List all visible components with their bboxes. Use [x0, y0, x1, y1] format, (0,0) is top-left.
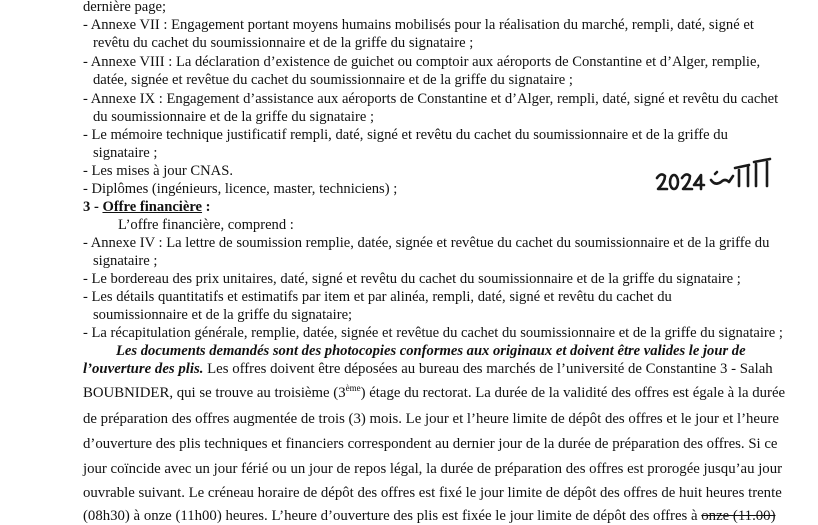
paragraph-line — [83, 360, 773, 378]
annexe-iv-line: - Annexe IV : La lettre de soumission remplie, datée, signée et revêtue du cachet du soumissionnaire et de la griffe du — [83, 234, 769, 252]
memoire-technique-line: - Le mémoire technique justificatif rempli, daté, signé et revêtu du cachet du soumissionnaire et de la griffe du — [83, 126, 728, 144]
recapitulation-line: - La récapitulation générale, remplie, datée, signée et revêtue du cachet du soumissionnaire et de la griffe du signataire ; — [83, 324, 783, 342]
section-heading-offre-financiere — [83, 198, 211, 216]
text-line: dernière page; — [83, 0, 167, 15]
text-line: soumissionnaire et de la griffe du signataire; — [93, 307, 353, 323]
paragraph-text: (08h30) à onze (11h00) heures. L’heure d’ouverture des plis est fixée le jour limite de dépôt des offres à — [83, 508, 702, 524]
text-line: du soumissionnaire et de la griffe du signataire ; — [93, 109, 374, 125]
paragraph-line: jour coïncide avec un jour férié ou un jour de repos légal, la durée de préparation des offres est prorogée jusqu’au jour — [83, 461, 783, 477]
text-line: revêtu du cachet du soumissionnaire et de la griffe du signataire ; — [93, 35, 474, 51]
paragraph-text: Les offres doivent être déposées au bureau des marchés de l’université de Constantine 3 - Salah — [203, 361, 773, 377]
text-line: L’offre financière, comprend : — [118, 217, 294, 233]
annexe-ix-line: - Annexe IX : Engagement d’assistance aux aéroports de Constantine et d’Alger, rempli, daté, signé et revêtu du cachet — [83, 90, 778, 108]
text-line: signataire ; — [93, 145, 158, 161]
text-line: datée, signée et revêtue du cachet du soumissionnaire et de la griffe du signataire ; — [93, 72, 573, 88]
emphasis-line: Les documents demandés sont des photocopies conformes aux originaux et doivent être valides le jour de — [116, 343, 746, 359]
paragraph-text: BOUBNIDER, qui se trouve au troisième (3 — [83, 385, 346, 401]
diplomes-line: - Diplômes (ingénieurs, licence, master, techniciens) ; — [83, 180, 397, 198]
paragraph-line — [83, 507, 776, 525]
paragraph-line: de préparation des offres augmentée de trois (3) mois. Le jour et l’heure limite de dépôt des offres et le jour et l’heure — [83, 411, 779, 427]
text-line: signataire ; — [93, 253, 158, 269]
paragraph-text: ) étage du rectorat. La durée de la validité des offres est égale à la durée — [360, 385, 786, 401]
bordereau-line: - Le bordereau des prix unitaires, daté, signé et revêtu du cachet du soumissionnaire et de la griffe du signataire ; — [83, 270, 741, 288]
annexe-viii-line: - Annexe VIII : La déclaration d’existence de guichet ou comptoir aux aéroports de Constantine et d’Alger, remplie, — [83, 53, 760, 71]
section-number: 3 - — [83, 199, 103, 215]
section-title: Offre financière — [102, 199, 203, 215]
struck-text: onze (11.00) — [701, 508, 776, 524]
handwritten-date-stamp — [655, 156, 777, 194]
cnas-line: - Les mises à jour CNAS. — [83, 162, 233, 180]
paragraph-line: d’ouverture des plis techniques et financiers correspondent au dernier jour de la durée de préparation des offres. Si ce — [83, 436, 778, 452]
annexe-vii-line: - Annexe VII : Engagement portant moyens humains mobilisés pour la réalisation du marché, rempli, daté, signé et — [83, 16, 754, 34]
paragraph-line — [83, 384, 785, 402]
details-line: - Les détails quantitatifs et estimatifs par item et par alinéa, rempli, daté, signé et revêtu du cachet du — [83, 288, 672, 306]
section-colon: : — [202, 199, 211, 215]
paragraph-line: ouvrable suivant. Le créneau horaire de dépôt des offres est fixé le jour limite de dépôt des offres de huit heures trente — [83, 485, 782, 501]
emphasis-text: l’ouverture des plis. — [83, 361, 204, 377]
superscript: ème — [345, 383, 361, 394]
